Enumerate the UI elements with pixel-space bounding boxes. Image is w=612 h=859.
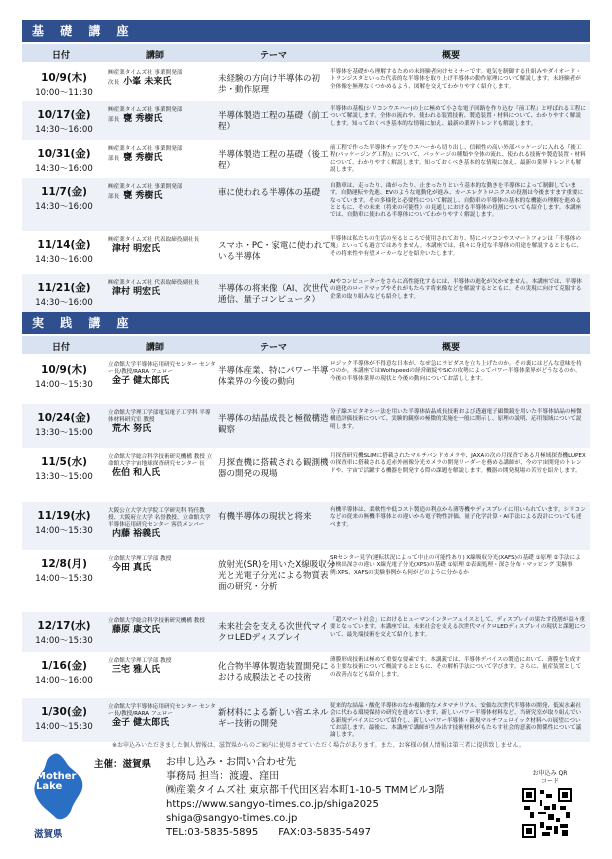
table-row [22, 231, 590, 274]
lecturer-name: 甕 秀樹氏 [123, 152, 163, 163]
table-row [22, 178, 590, 231]
row-theme: 有機半導体の現状と将来 [218, 512, 312, 522]
lecturer-name: 金子 健太郎氏 [112, 375, 170, 386]
row-time: 14:00～15:30 [35, 380, 93, 390]
row-date: 10/24(金) [37, 412, 91, 424]
row-description: SRセンター見学(運転状況によって中止の可能性あり) X線吸収分光(XAFS)の基礎 ①原理 ②手法による検出深さの違い X線光電子分光(XPS)の基礎 ①原理 ②表面処理・深さ分布・マッピング 実験事例:XPS、XAFSの実験事例から何がどのように分かるか [330, 555, 581, 576]
lecturer-name: 荒木 努氏 [112, 423, 152, 434]
row-theme: スマホ・PC・家電に使われている半導体 [218, 241, 331, 262]
row-theme: 新材料による新しい省エネルギー技術の開発 [218, 708, 329, 729]
row-lecturer-cell [108, 280, 216, 298]
row-time: 14:30～16:00 [35, 202, 93, 212]
row-description: 半導体を基礎から理解するための未経験者向けセミナーです。電気を制御する仕組みやダイオード・トランジスタといった代表的な半導体を取り上げ半導体の動作原理について解説します。未経験者が全体像を無理なくつかめるよう、図解を交えてわかりやすく紹介します。 [330, 69, 581, 90]
row-date: 11/5(水) [41, 456, 87, 468]
row-time: 14:00～15:30 [35, 636, 93, 646]
row-description: 有機半導体は、柔軟性や低コスト製造の利点から薄等機やディスプレイに用いられています。シリコンなどの従来の無機半導体との違いから電子物性評価、量子化学計算・AI手法による設計についても述べます。 [330, 507, 586, 528]
row-date-cell [28, 237, 100, 265]
lecturer-name: 甕 秀樹氏 [123, 190, 163, 201]
row-lecturer-cell [108, 508, 216, 540]
contact-block [166, 756, 445, 840]
row-lecturer-cell [108, 454, 216, 479]
row-theme: 月探査機に搭載される観測機器の開発の現場 [218, 458, 329, 479]
logo-line1: Mother [36, 771, 77, 782]
lecturer-name: 金子 健太郎氏 [112, 717, 170, 728]
row-lecturer-cell [108, 410, 216, 435]
qr-code-icon[interactable] [522, 788, 572, 838]
lecturer-org: 立命館大学半導体応用研究センター センター長/教授/RARA フェロー [108, 704, 216, 717]
lecturer-org: ㈱産業タイムズ社 代表取締役副社長 [108, 237, 200, 243]
row-description: 前工程で作った半導体チップをウエハーから切り出し、信頼性の高い外部パッケージに入れる『後工程(パッケージング工程)』について、パッケージの種類や全体の流れ、使われる技術や製造装置・材料について、わかりやすく解説します。知っておくべき基本的な情報に加え、最新の業界トレンドも解説します。 [330, 145, 586, 173]
col-theme: テーマ [260, 343, 288, 353]
row-lecturer-cell [108, 237, 216, 255]
col-theme: テーマ [260, 51, 288, 61]
col-date: 日付 [52, 343, 71, 353]
row-lecturer-cell [108, 107, 216, 125]
row-time: 14:30～16:00 [35, 164, 93, 174]
row-lecturer-cell [108, 556, 216, 574]
lecturer-role: 次長 [108, 79, 120, 86]
row-lecturer-cell [108, 658, 216, 676]
row-lecturer-cell [108, 184, 216, 202]
lecturer-name: 三宅 雅人氏 [112, 664, 161, 675]
row-date-cell [28, 508, 100, 536]
row-date: 11/19(水) [37, 510, 91, 522]
row-date: 10/9(木) [41, 364, 87, 376]
lecturer-name: 甕 秀樹氏 [123, 113, 163, 124]
row-time: 13:30～15:00 [35, 428, 93, 438]
row-description: ロジック半導体が不得意な日本が、なぜ急にラピダスを立ち上げたのか。その裏にはどんな意味を持つのか。本講座ではWolfspeedの経営破綻やSiCの攻勢によってパワー半導体業界がどうなるのか、今後の半導体業界の現状と今後の動向についてお話しします。 [330, 361, 582, 382]
row-time: 13:30～15:00 [35, 472, 93, 482]
row-description: 「超スマート社会」におけるヒューマンインターフェイスとして、ディスプレイの果たす役割が益々重要となっています。本講座では、未来社会を支える次世代マイクロLEDディスプレイの現状と課題について、最先端技術を交えて紹介します。 [330, 617, 586, 638]
lecturer-role: 部長 [108, 116, 120, 123]
lecturer-name: 小峯 未来氏 [123, 76, 172, 87]
row-description: 月探査研究機SLIMに搭載されたマルチバンドカメラや、JAXAの次の月探査である月極域探査機LUPEXの探査車に搭載される近赤外画像分光カメラの開発リーダーを務める講師が、今の宇宙開発のトレンドや、宇宙で活躍する機器を開発する際の課題を解説します。機器の開発現場の苦労を紹介します。 [330, 453, 586, 474]
lecturer-org: ㈱産業タイムズ社 事業開発部 [108, 146, 183, 152]
row-time: 14:30～16:00 [35, 125, 93, 135]
row-date-cell [28, 658, 100, 686]
logo-text [36, 772, 76, 792]
row-time: 14:30～16:00 [35, 298, 93, 308]
row-date: 10/31(金) [37, 148, 91, 160]
email-link[interactable]: shiga@sangyo-times.co.jp [166, 813, 298, 824]
row-description: 薄膜形成技術は極めて重要な要素です。本講義では、半導体デバイスの製造において、薄膜を生成する主要な技術について概説するとともに、その解析手法について学びます。さらに、量産装置としての改善点なども紹介します。 [330, 657, 582, 678]
basic-section-title: 基 礎 講 座 [22, 20, 590, 42]
lecturer-org: 立命館大学総合科学技術研究機構 教授 [108, 618, 205, 624]
lecturer-name: 津村 明宏氏 [112, 243, 161, 254]
row-date: 12/8(月) [41, 558, 87, 570]
row-date-cell [28, 184, 100, 212]
basic-column-headers [22, 44, 590, 62]
row-description: 分子線エピタキシー法を用いた半導体結晶成長技術および透過電子顕微鏡を用いた半導体結晶の極微構造評価技術について、実験的観察の極微的実施を一般に開示し、原理の説明、応用領域について説明します。 [330, 409, 582, 430]
row-theme: 半導体の将来像（AI、次世代通信、量子コンピュータ） [218, 284, 329, 305]
row-date-cell [28, 280, 100, 308]
col-lecturer: 講師 [146, 51, 165, 61]
lecturer-org: 立命館大学総合科学技術研究機構 教授 立命館大学宇宙地球探査研究センター 長 [108, 454, 213, 467]
col-desc: 概要 [442, 51, 461, 61]
col-desc: 概要 [442, 343, 461, 353]
table-row [22, 64, 590, 101]
row-date: 11/21(金) [37, 282, 91, 294]
row-time: 14:00～15:30 [35, 526, 93, 536]
lecturer-org: 大阪公立大学大学院工学研究科 特任教授、大阪府立大学 名誉教授、立命館大学 半導体応用研究センター 客員メンバー [108, 508, 211, 528]
logo-line2: Lake [36, 781, 63, 792]
lecturer-name: 津村 明宏氏 [112, 286, 161, 297]
lecturer-org: 立命館大学理工学部電気電子工学科 半導体材料研究室 教授 [108, 410, 211, 423]
lecturer-name: 藤原 康文氏 [112, 624, 161, 635]
lecturer-name: 佐伯 和人氏 [112, 467, 161, 478]
row-theme: 半導体製造工程の基礎（後工程） [218, 150, 329, 171]
practical-section-title: 実 践 講 座 [22, 312, 590, 334]
row-time: 14:30～16:00 [35, 255, 93, 265]
row-date-cell [28, 70, 100, 98]
row-theme: 半導体産業、特にパワー半導体業界の今後の動向 [218, 366, 329, 387]
row-date-cell [28, 454, 100, 482]
row-date-cell [28, 410, 100, 438]
row-time: 14:00～15:30 [35, 722, 93, 732]
lecturer-name: 今田 真氏 [112, 562, 152, 573]
row-lecturer-cell [108, 362, 216, 387]
row-date-cell [28, 556, 100, 584]
row-time: 14:00～16:00 [35, 676, 93, 686]
row-date-cell [28, 146, 100, 174]
phone-fax: TEL:03-5835-5895 FAX:03-5835-5497 [166, 827, 371, 838]
row-theme: 化合物半導体製造装置開発における成膜法とその技術 [218, 662, 329, 683]
row-description: AIやコンピューターをさらに高性能化するには、半導体の進化が欠かせません。本講座では、半導体の進化のロードマップやそれがもたらす将来像などを解説するとともに、その実現に向けて克服する企業の取り組みなども紹介します。 [330, 279, 582, 300]
row-description: 従来的な結晶・酸化半導体のなか複雑的なメタマテリアル、安価な次世代半導体の開発、低炭水素社会に代わる環境保持の研究を進めています。新しいパワー半導体材料など、当研究室が取り組んでいる新規デバイスについて紹介し、新しいパワー半導体・新規マルチフェロイック材料への展望についてお話します。最後に、本講座で講師が生み出す技術材料がもたらす社会的意義の関係性について議論します。 [330, 703, 582, 739]
row-date: 1/16(金) [41, 660, 87, 672]
row-date: 10/9(木) [41, 72, 87, 84]
row-time: 10:00～11:30 [35, 88, 93, 98]
table-row [22, 448, 590, 502]
website-link[interactable]: https://www.sangyo-times.co.jp/shiga2025 [166, 799, 379, 810]
row-lecturer-cell [108, 146, 216, 164]
row-theme: 半導体製造工程の基礎（前工程） [218, 111, 329, 132]
lecturer-org: ㈱産業タイムズ社 事業開発部 [108, 184, 183, 190]
row-date: 10/17(金) [37, 109, 91, 121]
col-date: 日付 [52, 51, 71, 61]
practical-column-headers [22, 336, 590, 354]
table-row [22, 356, 590, 404]
row-date: 1/30(金) [41, 706, 87, 718]
row-date-cell [28, 618, 100, 646]
table-row [22, 550, 590, 612]
row-description: 半導体は私たちの生活の至るところで使用されており、特にパソコンやスマートフォンは「半導体の塊」といっても過言ではありません。本講座では、我々に身近な半導体の用途を解説するとともに、その将来性や有望メーカーなどを紹介いたします。 [330, 236, 583, 257]
row-theme: 放射光(SR)を用いたX線吸収分光と光電子分光による物質表面の研究・分析 [218, 560, 336, 592]
lecturer-org: 立命館大学理工学部 教授 [108, 556, 172, 562]
row-date: 12/17(水) [37, 620, 91, 632]
row-theme: 未来社会を支える次世代マイクロLEDディスプレイ [218, 622, 329, 643]
table-row [22, 101, 590, 140]
row-lecturer-cell [108, 70, 216, 88]
row-theme: 未経験の方向け半導体の初歩・動作原理 [218, 74, 321, 95]
lecturer-org: ㈱産業タイムズ社 事業開発部 [108, 70, 183, 76]
table-row [22, 502, 590, 550]
row-description: 半導体の基板(シリコンウエハー)の上に極めて小さな電子回路を作り込む『前工程』と呼ばれる工程について解説します。全体の流れや、使われる装置技術、製造装置・材料について、わかりやすく解説します。知っておくべき基本的な情報に加え、最新の業界トレンドも解説します。 [330, 106, 586, 127]
row-date: 11/7(金) [41, 186, 87, 198]
col-lecturer: 講師 [146, 343, 165, 353]
row-date-cell [28, 107, 100, 135]
privacy-note: ※お申込みいただきました個人情報は、滋賀県からのご案内に使用させていただく場合があります。また、お客様の個人情報は第三者に提供致しません。 [112, 742, 525, 749]
table-row [22, 652, 590, 698]
row-lecturer-cell [108, 618, 216, 636]
row-date: 11/14(金) [37, 239, 91, 251]
lecturer-org: 立命館大学理工学部 教授 [108, 658, 172, 664]
row-description: 自動車は、走ったり、曲がったり、止まったりという基本的な動きを半導体によって制御しています。自動運転や先進、EVのような電動化が進み、カーエレクトロニクスの役割は今後ますます重要になっています。その多様化と必要性について解説し、自動車の半導体の基本的な機能の理解を進めるとともに、その未来（将来の可能性）の見通しにおける半導体の役割についても紹介します。本講座では、自動車に使われる半導体についてわかりやすく解説します。 [330, 183, 584, 219]
lecturer-org: ㈱産業タイムズ社 代表取締役副社長 [108, 280, 200, 286]
table-row [22, 140, 590, 178]
row-date-cell [28, 362, 100, 390]
office-line: 事務局 担当：渡邊、窪田 [166, 771, 280, 782]
lecturer-org: ㈱産業タイムズ社 事業開発部 [108, 107, 183, 113]
host-label: 主催：滋賀県 [94, 759, 152, 770]
row-theme: 車に使われる半導体の基礎 [218, 188, 321, 198]
row-lecturer-cell [108, 704, 216, 729]
prefecture-name: 滋賀県 [34, 829, 63, 840]
table-row [22, 698, 590, 742]
row-time: 14:00～15:30 [35, 574, 93, 584]
table-row [22, 404, 590, 448]
lecturer-name: 内藤 裕義氏 [112, 528, 161, 539]
lecturer-org: 立命館大学半導体応用研究センター センター長/教授/RARA フェロー [108, 362, 216, 375]
company-address: ㈱産業タイムズ社 東京都千代田区岩本町1-10-5 TMMビル3階 [166, 785, 445, 796]
row-date-cell [28, 704, 100, 732]
table-row [22, 612, 590, 652]
lecturer-role: 部長 [108, 193, 120, 200]
row-theme: 半導体の結晶成長と極微構造観察 [218, 414, 329, 435]
qr-label: お申込み QRコード [532, 770, 568, 785]
contact-title: お申し込み・お問い合わせ先 [166, 757, 296, 768]
lecturer-role: 部長 [108, 155, 120, 162]
